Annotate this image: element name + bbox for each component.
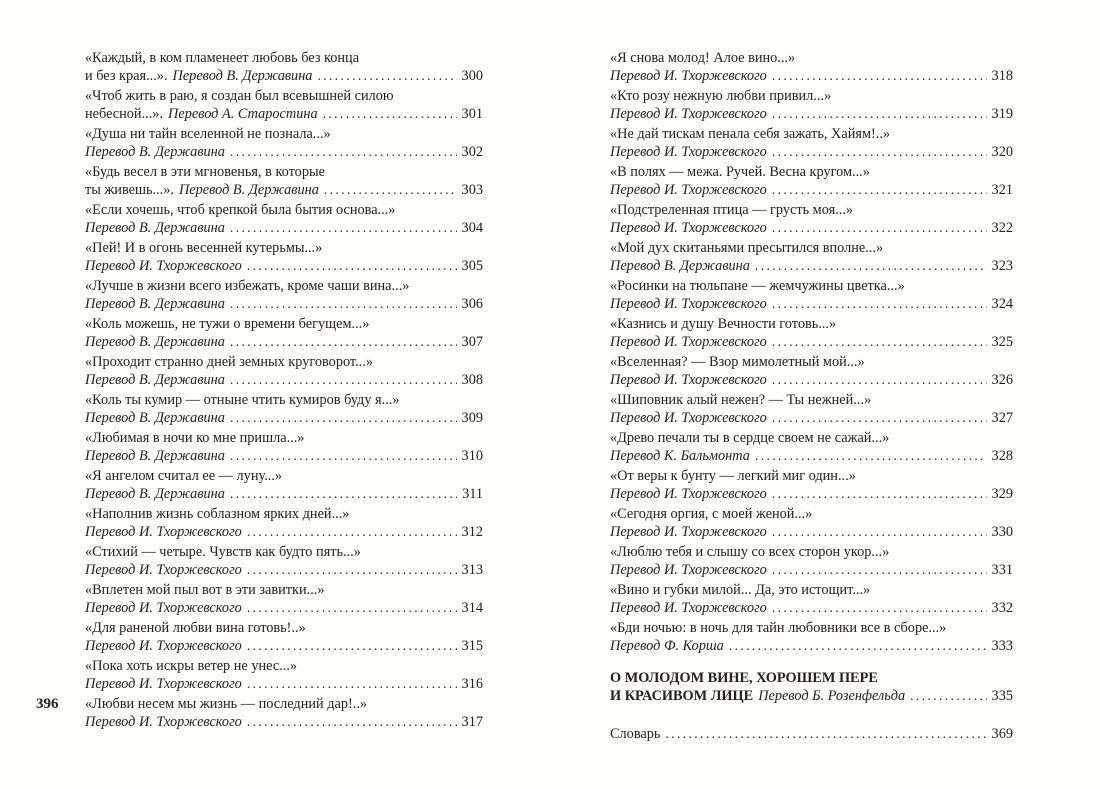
entry-title: «Не дай тискам пенала себя зажать, Хайям!..» [610,126,891,142]
entry-page-number: 310 [461,448,483,464]
dot-leader [230,333,457,351]
entry-title: «Для раненой любви вина готовь!..» [85,620,306,636]
entry-page-number: 304 [461,220,483,236]
toc-entry [85,696,483,731]
toc-entry [85,88,483,123]
toc-entry [610,240,1013,275]
entry-translator: Перевод В. Державина [85,486,225,502]
entry-translator: Перевод В. Державина [85,448,225,464]
entry-translator: Перевод А. Старостина [168,106,318,122]
dot-leader [772,599,987,617]
entry-title-tail: небесной...». [85,106,164,122]
entry-title: «Чтоб жить в раю, я создан был всевышней силою [85,88,394,104]
dot-leader [772,181,987,199]
entry-title: «Пока хоть искры ветер не унес...» [85,658,298,674]
entry-page-number: 315 [461,638,483,654]
entry-title-tail: ты живешь...». [85,182,174,198]
toc-entry [610,88,1013,123]
entry-page-number: 319 [991,106,1013,122]
entry-title: «Коль можешь, не тужи о времени бегущем...» [85,316,370,332]
entry-translator: Перевод И. Тхоржевского [85,676,242,692]
entry-translator-line [85,219,483,237]
entry-page-number: 326 [991,372,1013,388]
entry-translator-line [610,637,1013,655]
toc-columns [85,50,1015,743]
toc-entry [610,544,1013,579]
entry-translator: Перевод И. Тхоржевского [610,486,767,502]
entry-translator-line [85,599,483,617]
entry-translator-line [610,105,1013,123]
entry-translator-line [85,333,483,351]
entry-page-number: 317 [461,714,483,730]
entry-translator: Перевод И. Тхоржевского [610,220,767,236]
entry-translator: Перевод И. Тхоржевского [610,182,767,198]
toc-entry [85,582,483,617]
entry-translator: Перевод И. Тхоржевского [610,372,767,388]
dot-leader [230,295,457,313]
entry-page-number: 309 [461,410,483,426]
dot-leader [230,485,457,503]
entry-title: «Проходит странно дней земных круговорот...» [85,354,373,370]
entry-title: «Вино и губки милой... Да, это истощит...» [610,582,871,598]
entry-translator-line [85,295,483,313]
toc-entry [85,354,483,389]
entry-page-number: 323 [991,258,1013,274]
toc-entry [610,582,1013,617]
entry-title: «Каждый, в ком пламенеет любовь без конца [85,50,360,66]
toc-entries-left [85,50,483,731]
dot-leader [230,143,457,161]
entry-translator-line [610,333,1013,351]
entry-translator-line [610,561,1013,579]
entry-translator-line [85,523,483,541]
entry-title: «Душа ни тайн вселенной не познала...» [85,126,331,142]
dot-leader [247,637,457,655]
dot-leader [772,295,987,313]
dot-leader [772,219,987,237]
dot-leader [247,257,457,275]
toc-entry [85,430,483,465]
entry-translator-line [85,409,483,427]
dot-leader [323,105,457,123]
dot-leader [324,181,457,199]
dot-leader [247,523,457,541]
entry-translator-line [85,713,483,731]
dictionary-label: Словарь [610,726,661,742]
entry-translator-line [85,67,483,85]
toc-entry [85,50,483,85]
entry-translator: Перевод И. Тхоржевского [85,600,242,616]
entry-page-number: 303 [461,182,483,198]
entry-translator: Перевод И. Тхоржевского [85,562,242,578]
entry-page-number: 314 [461,600,483,616]
dot-leader [230,371,457,389]
dot-leader [247,713,457,731]
entry-translator: Перевод И. Тхоржевского [85,638,242,654]
toc-entry [610,126,1013,161]
entry-translator-line [85,143,483,161]
folio-page-number: 396 [36,696,59,712]
entry-translator-line [85,181,483,199]
entry-translator: Перевод И. Тхоржевского [610,144,767,160]
toc-section-heading [610,669,1013,705]
toc-dictionary-entry [610,725,1013,743]
entry-translator: Перевод В. Державина [85,334,225,350]
entry-translator: Перевод Ф. Корша [610,638,724,654]
toc-entry [85,658,483,693]
entry-title: «Кто розу нежную любви привил...» [610,88,832,104]
section-title-line1: О МОЛОДОМ ВИНЕ, ХОРОШЕМ ПЕРЕ [610,670,878,686]
section-title-line2: И КРАСИВОМ ЛИЦЕ [610,688,754,704]
toc-column-right [610,50,1013,743]
entry-translator-line [85,637,483,655]
entry-translator-line [610,371,1013,389]
entry-title: «Люблю тебя и слышу со всех сторон укор...» [610,544,890,560]
entry-title: «Росинки на тюльпане — жемчужины цветка...» [610,278,905,294]
toc-entry [610,164,1013,199]
entry-page-number: 324 [991,296,1013,312]
section-translator-line [610,687,1013,705]
entry-translator-line [610,523,1013,541]
toc-entry [610,620,1013,655]
toc-entry [610,430,1013,465]
entry-translator: Перевод В. Державина [85,144,225,160]
dot-leader [772,371,987,389]
toc-entry [610,316,1013,351]
entry-translator: Перевод В. Державина [85,220,225,236]
dot-leader [230,409,457,427]
toc-entry [85,164,483,199]
dot-leader [772,523,987,541]
entry-page-number: 331 [991,562,1013,578]
entry-title: «Наполнив жизнь соблазном ярких дней...» [85,506,350,522]
entry-title: «Пей! И в огонь весенней кутерьмы...» [85,240,323,256]
entry-title: «Древо печали ты в сердце своем не сажай...» [610,430,890,446]
entry-translator-line [85,485,483,503]
toc-column-left [85,50,483,743]
entry-translator: Перевод В. Державина [85,410,225,426]
entry-translator-line [85,447,483,465]
entry-title: «Если хочешь, чтоб крепкой была бытия основа...» [85,202,396,218]
entry-translator: Перевод И. Тхоржевского [610,410,767,426]
entry-page-number: 305 [461,258,483,274]
entry-translator: Перевод В. Державина [178,182,319,198]
entry-translator: Перевод И. Тхоржевского [85,258,242,274]
entry-title: «Любви несем мы жизнь — последний дар!..» [85,696,368,712]
entry-page-number: 322 [991,220,1013,236]
entry-page-number: 311 [462,486,483,502]
dot-leader [247,599,457,617]
section-page-number: 335 [991,688,1013,704]
entry-translator: Перевод И. Тхоржевского [610,68,767,84]
dot-leader [772,67,987,85]
entry-title: «Любимая в ночи ко мне пришла...» [85,430,305,446]
toc-entry [85,316,483,351]
entry-translator: Перевод И. Тхоржевского [610,296,767,312]
dot-leader [772,485,987,503]
entry-translator: Перевод В. Державина [172,68,313,84]
entry-title: «Мой дух скитаньями пресытился вполне...» [610,240,884,256]
entry-translator-line [610,447,1013,465]
dot-leader [230,447,457,465]
toc-entry [85,620,483,655]
entry-title: «Сегодня оргия, с моей женой...» [610,506,813,522]
entry-title: «Я снова молод! Алое вино...» [610,50,796,66]
entry-page-number: 325 [991,334,1013,350]
entry-translator-line [610,67,1013,85]
entry-translator: Перевод И. Тхоржевского [610,562,767,578]
entry-title-tail: и без края...». [85,68,168,84]
entry-title: «От веры к бунту — легкий миг один...» [610,468,856,484]
entry-title: «Будь весел в эти мгновенья, в которые [85,164,325,180]
dot-leader [247,561,457,579]
toc-entry [610,278,1013,313]
entry-title: «Шиповник алый нежен? — Ты нежней...» [610,392,872,408]
entry-page-number: 330 [991,524,1013,540]
entry-page-number: 318 [991,68,1013,84]
dot-leader [772,561,987,579]
entry-translator: Перевод И. Тхоржевского [610,106,767,122]
toc-entry [85,392,483,427]
entry-translator-line [610,257,1013,275]
entry-page-number: 312 [461,524,483,540]
entry-translator-line [85,675,483,693]
entry-page-number: 333 [991,638,1013,654]
entry-page-number: 301 [461,106,483,122]
entry-page-number: 307 [461,334,483,350]
section-translator: Перевод Б. Розенфельда [758,688,906,704]
toc-entry [610,354,1013,389]
dot-leader [665,725,986,743]
toc-entry [85,126,483,161]
entry-title: «Бди ночью: в ночь для тайн любовники все в сборе...» [610,620,947,636]
toc-entry [85,202,483,237]
entry-translator-line [85,561,483,579]
entry-title: «Вплетен мой пыл вот в эти завитки...» [85,582,325,598]
toc-entry [85,506,483,541]
entry-translator: Перевод И. Тхоржевского [85,714,242,730]
toc-entry [610,50,1013,85]
entry-translator-line [610,409,1013,427]
entry-translator-line [610,143,1013,161]
entry-page-number: 328 [991,448,1013,464]
toc-entry [85,278,483,313]
toc-entry [610,392,1013,427]
dot-leader [772,409,987,427]
entry-page-number: 320 [991,144,1013,160]
entry-translator: Перевод В. Державина [85,296,225,312]
toc-entry [610,506,1013,541]
entry-translator-line [85,105,483,123]
entry-page-number: 329 [991,486,1013,502]
dot-leader [772,105,987,123]
entry-translator: Перевод В. Державина [85,372,225,388]
toc-entry [85,240,483,275]
toc-entry [610,468,1013,503]
entry-title: «Я ангелом считал ее — луну...» [85,468,283,484]
entry-title: «В полях — межа. Ручей. Весна кругом...» [610,164,870,180]
entry-page-number: 313 [461,562,483,578]
dot-leader [755,447,987,465]
entry-translator-line [85,257,483,275]
entry-translator: Перевод И. Тхоржевского [610,600,767,616]
toc-entries-right [610,50,1013,655]
entry-translator-line [610,181,1013,199]
entry-title: «Подстреленная птица — грусть моя...» [610,202,854,218]
entry-translator: Перевод И. Тхоржевского [85,524,242,540]
entry-translator-line [610,485,1013,503]
dictionary-page-number: 369 [991,726,1013,742]
entry-translator: Перевод К. Бальмонта [610,448,750,464]
entry-page-number: 300 [461,68,483,84]
dot-leader [755,257,987,275]
dot-leader [772,143,987,161]
entry-page-number: 306 [461,296,483,312]
entry-translator: Перевод В. Державина [610,258,750,274]
entry-title: «Стихий — четыре. Чувств как будто пять...» [85,544,361,560]
dot-leader [247,675,457,693]
entry-translator: Перевод И. Тхоржевского [610,334,767,350]
entry-translator-line [610,599,1013,617]
entry-page-number: 332 [991,600,1013,616]
toc-entry [610,202,1013,237]
dot-leader [772,333,987,351]
entry-page-number: 308 [461,372,483,388]
dot-leader [230,219,457,237]
entry-translator: Перевод И. Тхоржевского [610,524,767,540]
entry-page-number: 316 [461,676,483,692]
entry-translator-line [610,295,1013,313]
entry-title: «Лучше в жизни всего избежать, кроме чаши вина...» [85,278,410,294]
entry-page-number: 327 [991,410,1013,426]
entry-translator-line [610,219,1013,237]
entry-page-number: 321 [991,182,1013,198]
toc-entry [85,544,483,579]
entry-title: «Коль ты кумир — отныне чтить кумиров буду я...» [85,392,400,408]
dot-leader [910,687,986,705]
entry-translator-line [85,371,483,389]
dot-leader [317,67,456,85]
toc-entry [85,468,483,503]
entry-page-number: 302 [461,144,483,160]
dot-leader [729,637,987,655]
entry-title: «Вселенная? — Взор мимолетный мой...» [610,354,865,370]
entry-title: «Казнись и душу Вечности готовь...» [610,316,837,332]
